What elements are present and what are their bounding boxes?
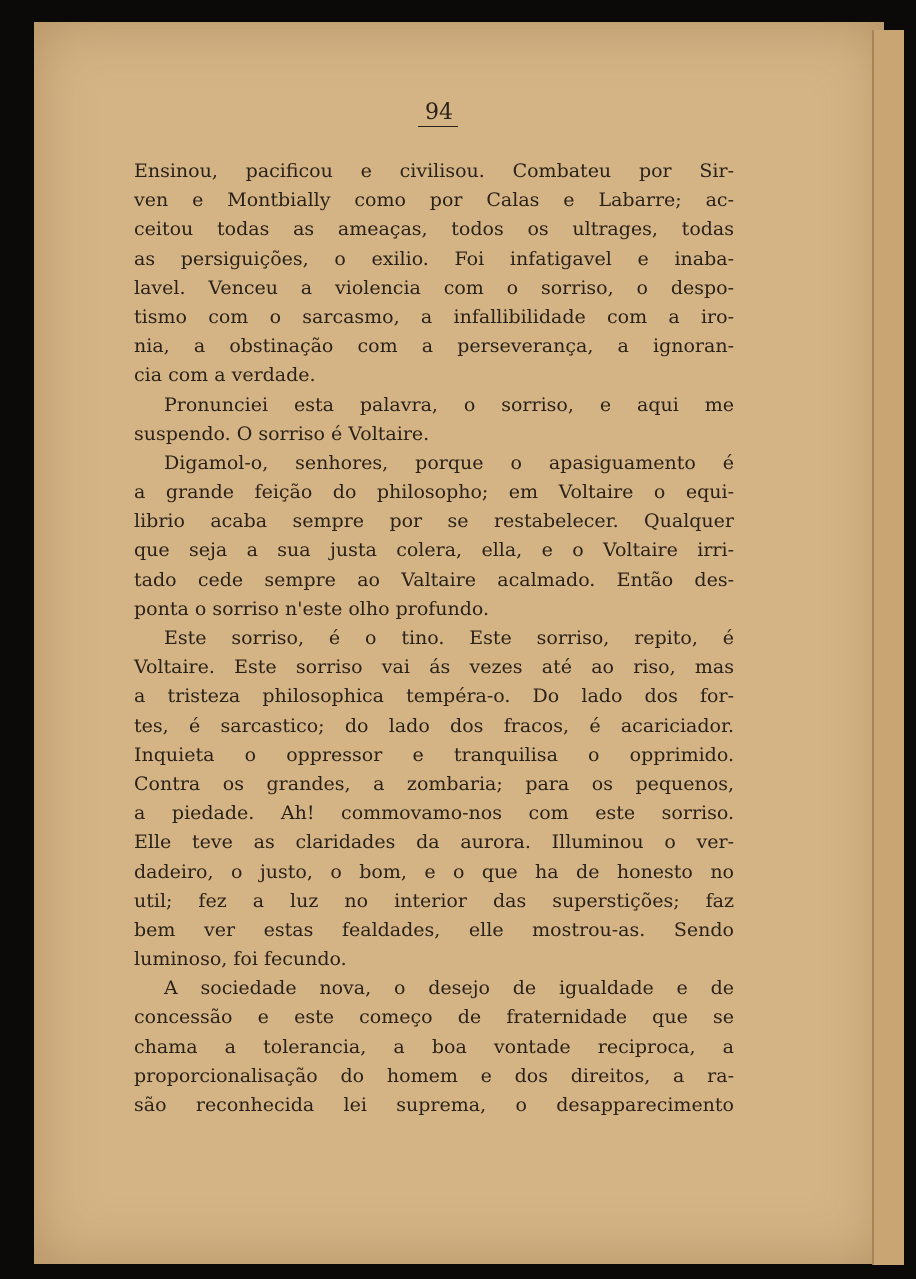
text-line: Pronunciei esta palavra, o sorriso, e aqui me — [164, 393, 734, 416]
text-line: dadeiro, o justo, o bom, e o que ha de honesto no — [134, 860, 734, 883]
text-line: Contra os grandes, a zombaria; para os pequenos, — [134, 772, 734, 795]
text-line: ponta o sorriso n'este olho profundo. — [134, 597, 490, 620]
text-line: luminoso, foi fecundo. — [134, 948, 347, 971]
text-line: nia, a obstinação com a perseverança, a ignoran- — [134, 335, 734, 358]
text-line: as persiguições, o exilio. Foi infatigavel e inaba- — [134, 247, 734, 270]
text-line: a piedade. Ah! commovamo-nos com este sorriso. — [134, 802, 734, 825]
page-number-rule — [418, 126, 458, 127]
text-line: proporcionalisação do homem e dos direitos, a ra- — [134, 1064, 734, 1087]
text-line: ceitou todas as ameaças, todos os ultrages, todas — [134, 218, 734, 241]
page-edge — [872, 30, 904, 1265]
text-line: chama a tolerancia, a boa vontade reciproca, a — [134, 1035, 734, 1058]
text-line: Inquieta o oppressor e tranquilisa o opprimido. — [134, 743, 734, 766]
page-number: 94 — [425, 100, 453, 125]
text-line: Ensinou, pacificou e civilisou. Combateu por Sir- — [134, 160, 734, 182]
text-line: tes, é sarcastico; do lado dos fracos, é acariciador. — [134, 714, 734, 737]
text-line: suspendo. O sorriso é Voltaire. — [134, 422, 430, 445]
text-line: cia com a verdade. — [134, 364, 316, 387]
text-line: ven e Montbially como por Calas e Labarre; ac- — [134, 189, 734, 212]
text-line: concessão e este começo de fraternidade que se — [134, 1006, 734, 1029]
text-line: Elle teve as claridades da aurora. Illuminou o ver- — [134, 831, 734, 854]
text-line: A sociedade nova, o desejo de igualdade e de — [164, 977, 734, 1000]
text-line: a grande feição do philosopho; em Voltaire o equi- — [134, 481, 734, 504]
text-line: bem ver estas fealdades, elle mostrou-as. Sendo — [134, 918, 734, 941]
text-line: tado cede sempre ao Valtaire acalmado. Então des- — [134, 568, 734, 591]
text-line: Este sorriso, é o tino. Este sorriso, repito, é — [164, 627, 734, 649]
text-line: Voltaire. Este sorriso vai ás vezes até ao riso, mas — [134, 656, 734, 679]
text-line: que seja a sua justa colera, ella, e o Voltaire irri- — [134, 539, 734, 562]
text-line: librio acaba sempre por se restabelecer. Qualquer — [134, 510, 734, 533]
text-line: lavel. Venceu a violencia com o sorriso, o despo- — [134, 276, 734, 299]
text-line: são reconhecida lei suprema, o desapparecimento — [134, 1094, 734, 1116]
text-line: tismo com o sarcasmo, a infallibilidade com a iro- — [134, 305, 734, 328]
text-line: Digamol-o, senhores, porque o apasiguamento é — [164, 451, 734, 474]
text-line: util; fez a luz no interior das superstições; faz — [134, 889, 734, 912]
text-line: a tristeza philosophica tempéra-o. Do lado dos for- — [134, 685, 734, 708]
body-text — [134, 157, 734, 1120]
